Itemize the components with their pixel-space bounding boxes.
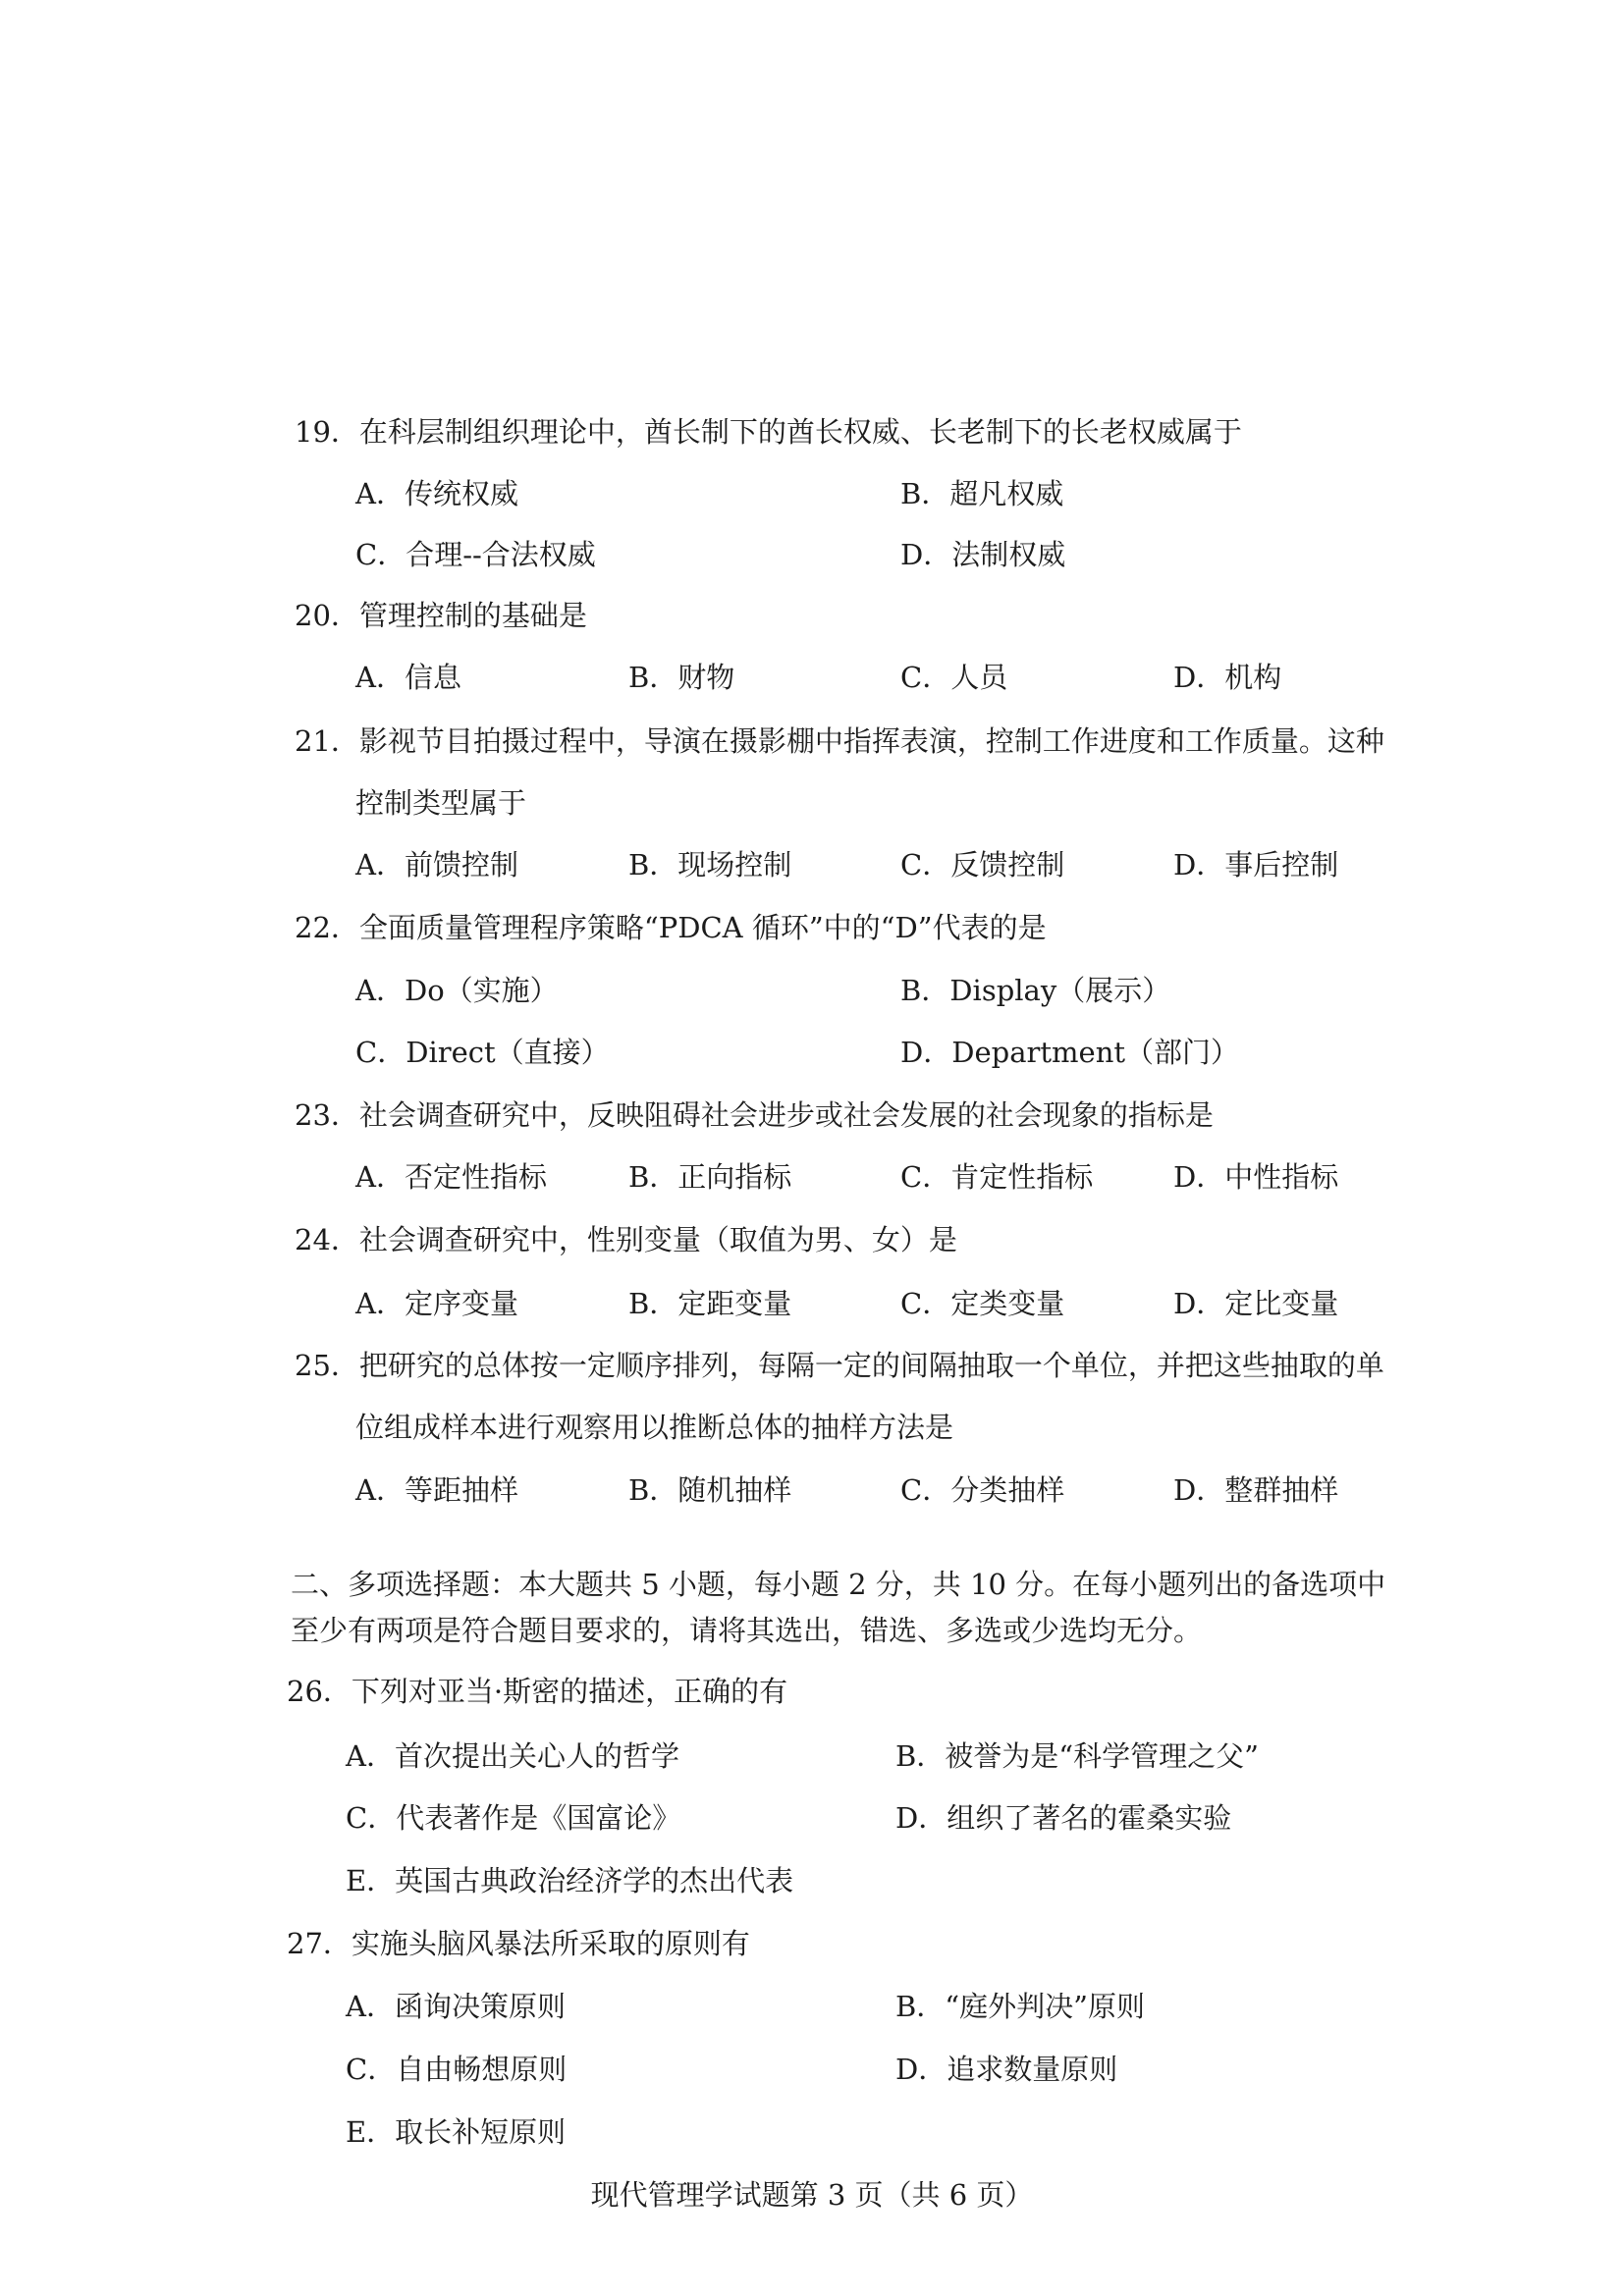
section-2-instructions-line-2: 至少有两项是符合题目要求的，请将其选出，错选、多选或少选均无分。 xyxy=(291,1614,1203,1647)
question-23-option-b: B．正向指标 xyxy=(628,1160,792,1194)
question-20-option-a: A．信息 xyxy=(355,661,461,694)
question-22-option-c: C．Direct（直接） xyxy=(355,1036,610,1069)
question-26-option-d: D．组织了著名的霍桑实验 xyxy=(895,1801,1232,1835)
question-21-option-b: B．现场控制 xyxy=(628,848,792,881)
question-27-stem: 27．实施头脑风暴法所采取的原则有 xyxy=(287,1927,750,1960)
question-26-option-c: C．代表著作是《国富论》 xyxy=(346,1801,681,1835)
question-26-option-e: E．英国古典政治经济学的杰出代表 xyxy=(346,1864,794,1897)
question-20-stem: 20．管理控制的基础是 xyxy=(295,599,587,632)
question-21-option-d: D．事后控制 xyxy=(1173,848,1339,881)
question-21-option-c: C．反馈控制 xyxy=(900,848,1065,881)
question-20-option-d: D．机构 xyxy=(1173,661,1282,694)
question-22-option-a: A．Do（实施） xyxy=(355,974,559,1007)
question-25-option-c: C．分类抽样 xyxy=(900,1473,1065,1507)
question-27-option-c: C．自由畅想原则 xyxy=(346,2053,568,2086)
question-23-stem: 23．社会调查研究中，反映阻碍社会进步或社会发展的社会现象的指标是 xyxy=(295,1098,1214,1132)
question-19-option-a: A．传统权威 xyxy=(355,477,518,510)
question-21-stem: 21．影视节目拍摄过程中，导演在摄影棚中指挥表演，控制工作进度和工作质量。这种 xyxy=(295,724,1384,758)
question-24-option-c: C．定类变量 xyxy=(900,1287,1065,1320)
question-25-option-a: A．等距抽样 xyxy=(355,1473,518,1507)
question-25-option-b: B．随机抽样 xyxy=(628,1473,792,1507)
question-23-option-a: A．否定性指标 xyxy=(355,1160,547,1194)
question-26-option-a: A．首次提出关心人的哲学 xyxy=(346,1739,679,1773)
question-27-option-e: E．取长补短原则 xyxy=(346,2115,567,2149)
question-27-option-a: A．函询决策原则 xyxy=(346,1990,566,2023)
question-25-stem-continued: 位组成样本进行观察用以推断总体的抽样方法是 xyxy=(355,1411,954,1444)
question-26-option-b: B．被誉为是“科学管理之父” xyxy=(895,1739,1259,1773)
page-footer: 现代管理学试题第 3 页（共 6 页） xyxy=(590,2178,1034,2212)
question-25-stem: 25．把研究的总体按一定顺序排列，每隔一定的间隔抽取一个单位，并把这些抽取的单 xyxy=(295,1349,1384,1382)
question-22-option-b: B．Display（展示） xyxy=(900,974,1171,1007)
question-19-option-c: C．合理--合法权威 xyxy=(355,538,596,571)
question-24-option-b: B．定距变量 xyxy=(628,1287,792,1320)
question-24-option-d: D．定比变量 xyxy=(1173,1287,1339,1320)
question-21-option-a: A．前馈控制 xyxy=(355,848,518,881)
question-25-option-d: D．整群抽样 xyxy=(1173,1473,1339,1507)
question-19-option-b: B．超凡权威 xyxy=(900,477,1064,510)
section-2-instructions-line-1: 二、多项选择题：本大题共 5 小题，每小题 2 分，共 10 分。在每小题列出的备选项中 xyxy=(291,1568,1386,1601)
question-22-stem: 22．全面质量管理程序策略“PDCA 循环”中的“D”代表的是 xyxy=(295,911,1047,944)
question-20-option-b: B．财物 xyxy=(628,661,735,694)
question-23-option-d: D．中性指标 xyxy=(1173,1160,1339,1194)
question-20-option-c: C．人员 xyxy=(900,661,1008,694)
question-21-stem-continued: 控制类型属于 xyxy=(355,786,527,820)
question-27-option-d: D．追求数量原则 xyxy=(895,2053,1118,2086)
question-24-option-a: A．定序变量 xyxy=(355,1287,518,1320)
question-24-stem: 24．社会调查研究中，性别变量（取值为男、女）是 xyxy=(295,1223,957,1256)
question-22-option-d: D．Department（部门） xyxy=(900,1036,1240,1069)
question-26-stem: 26．下列对亚当·斯密的描述，正确的有 xyxy=(287,1675,788,1708)
question-19-option-d: D．法制权威 xyxy=(900,538,1066,571)
question-19-stem: 19．在科层制组织理论中，酋长制下的酋长权威、长老制下的长老权威属于 xyxy=(295,415,1242,449)
question-23-option-c: C．肯定性指标 xyxy=(900,1160,1094,1194)
question-27-option-b: B．“庭外判决”原则 xyxy=(895,1990,1145,2023)
